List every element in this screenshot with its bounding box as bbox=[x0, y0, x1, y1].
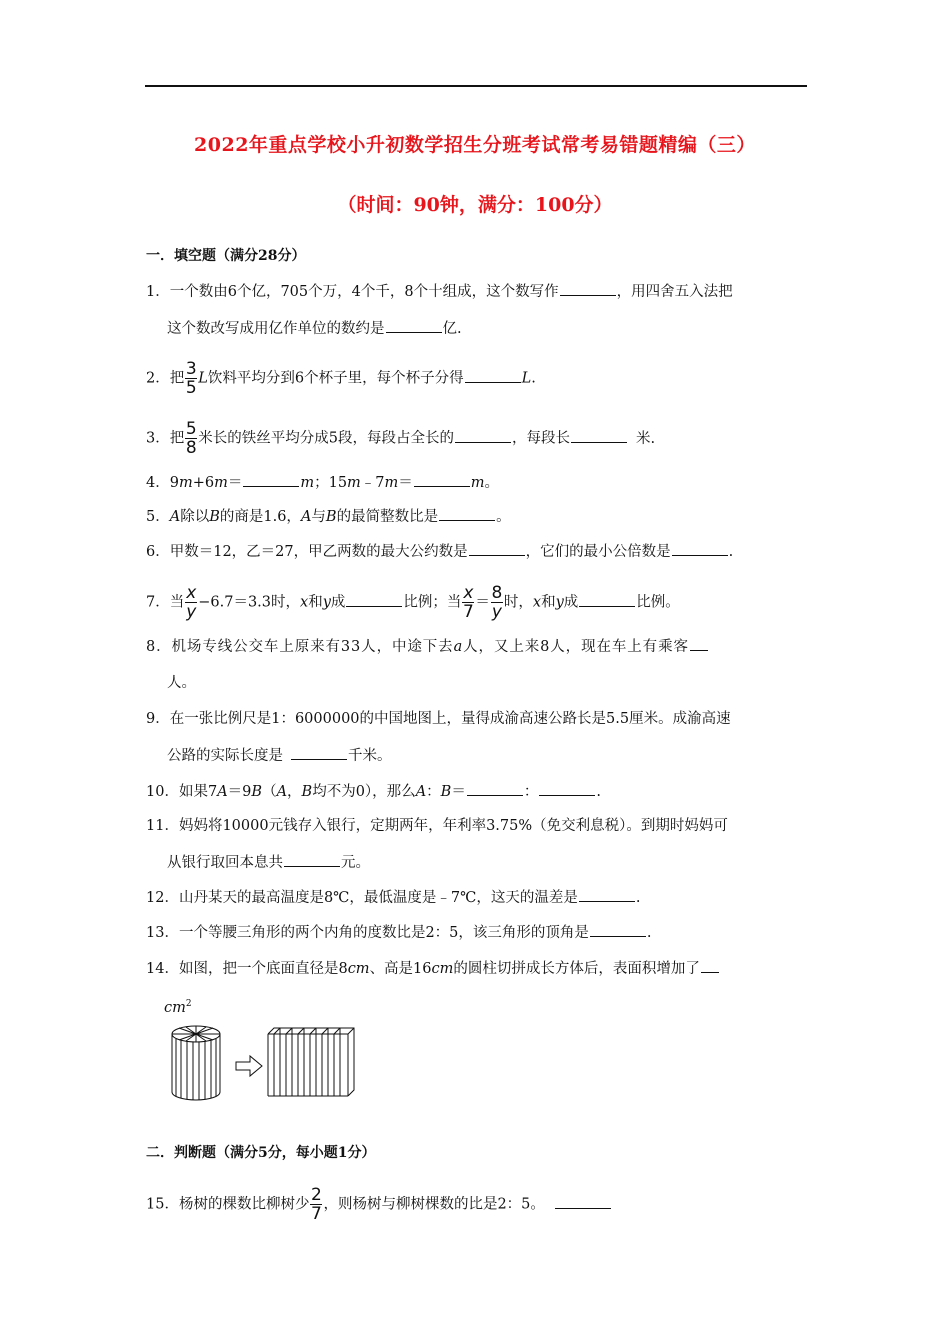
page-title: 2022年重点学校小升初数学招生分班考试常考易错题精编（三） bbox=[194, 134, 756, 156]
answer-blank[interactable] bbox=[284, 852, 340, 867]
question-4: 4．9m+6m＝ m；15m﹣7m＝ m。 bbox=[146, 472, 499, 493]
answer-blank[interactable] bbox=[414, 472, 470, 487]
answer-blank[interactable] bbox=[469, 541, 525, 556]
question-14-unit: $cm^2$ bbox=[164, 999, 192, 1016]
section-heading-true-false: 二．判断题（满分5分，每小题1分） bbox=[146, 1145, 376, 1161]
fraction: $\frac{8}{y}$ bbox=[491, 583, 503, 622]
answer-blank[interactable] bbox=[455, 428, 511, 443]
answer-blank[interactable] bbox=[579, 592, 635, 607]
answer-blank[interactable] bbox=[555, 1194, 611, 1209]
question-15: 15．杨树的棵数比柳树少 $\frac{2}{7}$ ，则杨树与柳树棵数的比是2：5。 bbox=[146, 1186, 612, 1223]
answer-blank[interactable] bbox=[439, 506, 495, 521]
question-5: 5．A除以B的商是1.6，A与B的最简整数比是 。 bbox=[146, 506, 511, 527]
question-9-cont: 公路的实际长度是 千米。 bbox=[167, 745, 392, 766]
answer-blank[interactable] bbox=[386, 318, 442, 333]
question-14: 14．如图，把一个底面直径是8cm、高是16cm的圆柱切拼成长方体后，表面积增加了 bbox=[146, 958, 720, 979]
page-subtitle: （时间：90钟，满分：100分） bbox=[337, 194, 613, 216]
answer-blank[interactable] bbox=[672, 541, 728, 556]
answer-blank[interactable] bbox=[539, 781, 595, 796]
question-10: 10．如果7A＝9B（A，B均不为0），那么A：B＝ ： . bbox=[146, 781, 601, 802]
question-2: 2．把 $\frac{3}{5}$ L饮料平均分到6个杯子里，每个杯子分得 L. bbox=[146, 359, 536, 398]
question-8: 8．机场专线公交车上原来有33人，中途下去a人，又上来8人，现在车上有乘客 bbox=[146, 636, 709, 657]
question-3: 3．把 $\frac{5}{8}$ 米长的铁丝平均分成5段，每段占全长的 ，每段长 米. bbox=[146, 419, 656, 458]
answer-blank[interactable] bbox=[701, 958, 719, 973]
arrow-right-icon bbox=[236, 1056, 262, 1076]
cylinder-icon bbox=[172, 1026, 220, 1100]
cuboid-icon bbox=[268, 1028, 354, 1096]
answer-blank[interactable] bbox=[590, 922, 646, 937]
fraction: $\frac{2}{7}$ bbox=[311, 1185, 322, 1224]
question-1: 1．一个数由6个亿，705个万，4个千，8个十组成，这个数写作 ，用四舍五入法把 bbox=[146, 281, 733, 302]
answer-blank[interactable] bbox=[560, 281, 616, 296]
question-8-cont: 人。 bbox=[167, 675, 196, 691]
answer-blank[interactable] bbox=[465, 368, 521, 383]
fraction: $\frac{3}{5}$ bbox=[185, 359, 197, 398]
section-heading-fill-blank: 一．填空题（满分28分） bbox=[146, 248, 306, 264]
question-1-cont: 这个数改写成用亿作单位的数约是 亿. bbox=[167, 318, 462, 339]
header-rule bbox=[145, 85, 807, 87]
question-6: 6．甲数＝12，乙＝27，甲乙两数的最大公约数是 ，它们的最小公倍数是 . bbox=[146, 541, 733, 562]
fraction: $\frac{x}{y}$ bbox=[186, 583, 197, 622]
answer-blank[interactable] bbox=[467, 781, 523, 796]
question-11: 11．妈妈将10000元钱存入银行，定期两年，年利率3.75%（免交利息税）。到期时妈妈可 bbox=[146, 818, 728, 834]
answer-blank[interactable] bbox=[571, 428, 627, 443]
fraction: $\frac{x}{7}$ bbox=[462, 583, 474, 622]
answer-blank[interactable] bbox=[579, 887, 635, 902]
question-11-cont: 从银行取回本息共 元。 bbox=[167, 852, 370, 873]
answer-blank[interactable] bbox=[690, 636, 708, 651]
question-7: 7．当 $\frac{x}{y}$ −6.7＝3.3时，x和y成 比例；当 $\frac{x}{7}$ ＝ $\frac{8}{y}$ 时，x和y成 比例。 bbox=[146, 583, 680, 622]
answer-blank[interactable] bbox=[291, 745, 347, 760]
question-13: 13．一个等腰三角形的两个内角的度数比是2：5，该三角形的顶角是 . bbox=[146, 922, 652, 943]
cylinder-to-cuboid-figure bbox=[162, 1022, 362, 1104]
fraction: $\frac{5}{8}$ bbox=[185, 419, 197, 458]
question-12: 12．山丹某天的最高温度是8℃，最低温度是﹣7℃，这天的温差是 . bbox=[146, 887, 640, 908]
question-9: 9．在一张比例尺是1：6000000的中国地图上，量得成渝高速公路长是5.5厘米。成渝高速 bbox=[146, 711, 731, 727]
answer-blank[interactable] bbox=[346, 592, 402, 607]
answer-blank[interactable] bbox=[243, 472, 299, 487]
